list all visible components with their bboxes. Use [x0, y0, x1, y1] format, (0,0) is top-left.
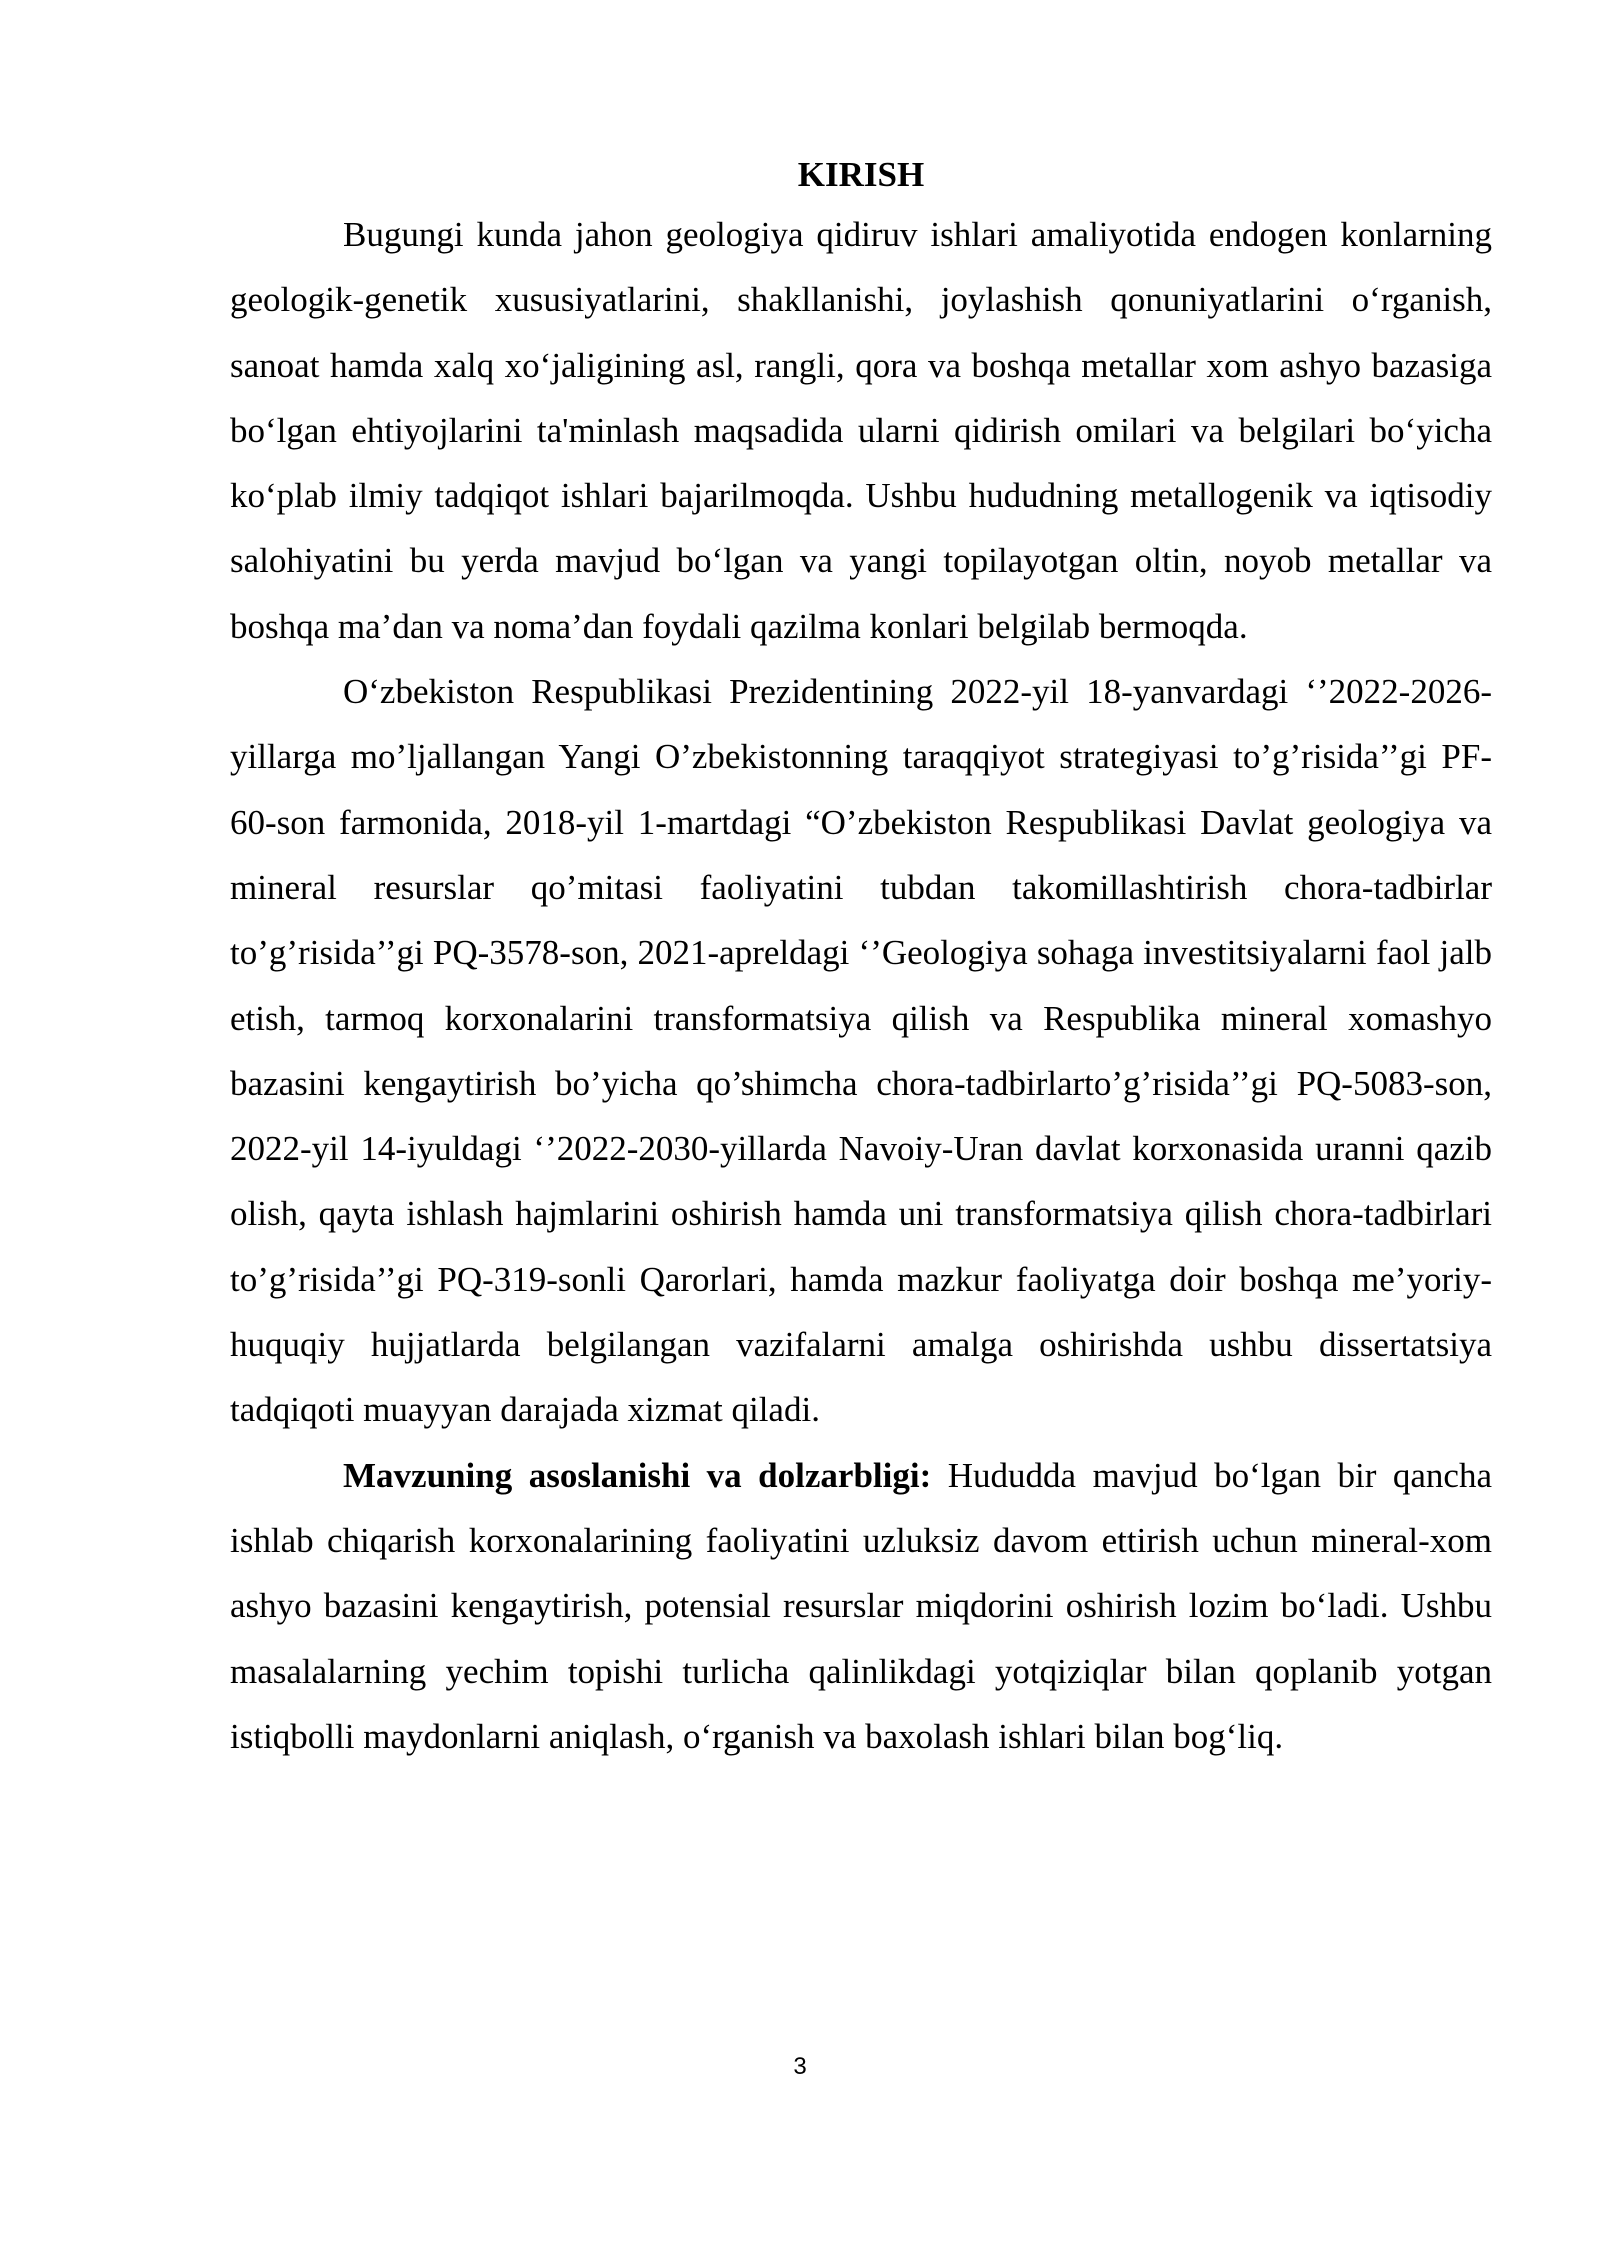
paragraph-relevance-text: Hududda mavjud bo‘lgan bir qancha ishlab chiqarish korxonalarining faoliyatini uzluksiz davom ettirish uchun mineral-xom ashyo bazasini kengaytirish, potensial resurslar miqdorini oshirish lozim bo‘ladi. Ushbu masalalarning yechim topishi turlicha qalinlikdagi yotqiziqlar bilan qoplanib yotgan istiqbolli maydonlarni aniqlash, o‘rganish va baxolash ishlari bilan bog‘liq.: [230, 1455, 1492, 1756]
page-content: [230, 150, 1492, 1769]
paragraph-legal-basis-text: O‘zbekiston Respublikasi Prezidentining 2022-yil 18-yanvardagi ‘’2022-2026-yillarga mo’ljallangan Yangi O’zbekistonning taraqqiyot strategiyasi to’g’risida’’gi PF-60-son farmonida, 2018-yil 1-martdagi “O’zbekiston Respublikasi Davlat geologiya va mineral resurslar qo’mitasi faoliyatini tubdan takomillashtirish chora-tadbirlar to’g’risida’’gi PQ-3578-son, 2021-apreldagi ‘’Geologiya sohaga investitsiyalarni faol jalb etish, tarmoq korxonalarini transformatsiya qilish va Respublika mineral xomashyo bazasini kengaytirish bo’yicha qo’shimcha chora-tadbirlarto’g’risida’’gi PQ-5083-son, 2022-yil 14-iyuldagi ‘’2022-2030-yillarda Navoiy-Uran davlat korxonasida uranni qazib olish, qayta ishlash hajmlarini oshirish hamda uni transformatsiya qilish chora-tadbirlari to’g’risida’’gi PQ-319-sonli Qarorlari, hamda mazkur faoliyatga doir boshqa me’yoriy-huquqiy hujjatlarda belgilangan vazifalarni amalga oshirishda ushbu dissertatsiya tadqiqoti muayyan darajada xizmat qiladi.: [230, 672, 1492, 1430]
paragraph-intro-text: Bugungi kunda jahon geologiya qidiruv ishlari amaliyotida endogen konlarning geologik-genetik xususiyatlarini, shakllanishi, joylashish qonuniyatlarini o‘rganish, sanoat hamda xalq xo‘jaligining asl, rangli, qora va boshqa metallar xom ashyo bazasiga bo‘lgan ehtiyojlarini ta'minlash maqsadida ularni qidirish omilari va belgilari bo‘yicha ko‘plab ilmiy tadqiqot ishlari bajarilmoqda. Ushbu hududning metallogenik va iqtisodiy salohiyatini bu yerda mavjud bo‘lgan va yangi topilayotgan oltin, noyob metallar va boshqa ma’dan va noma’dan foydali qazilma konlari belgilab bermoqda.: [230, 215, 1492, 646]
paragraph-relevance-lead: Mavzuning asoslanishi va dolzarbligi:: [343, 1455, 932, 1495]
page-number: 3: [793, 2053, 807, 2080]
section-title: KIRISH: [797, 155, 925, 194]
paragraph-intro: [230, 202, 1492, 659]
paragraph-legal-basis: [230, 659, 1492, 1443]
paragraph-relevance: [230, 1443, 1492, 1769]
